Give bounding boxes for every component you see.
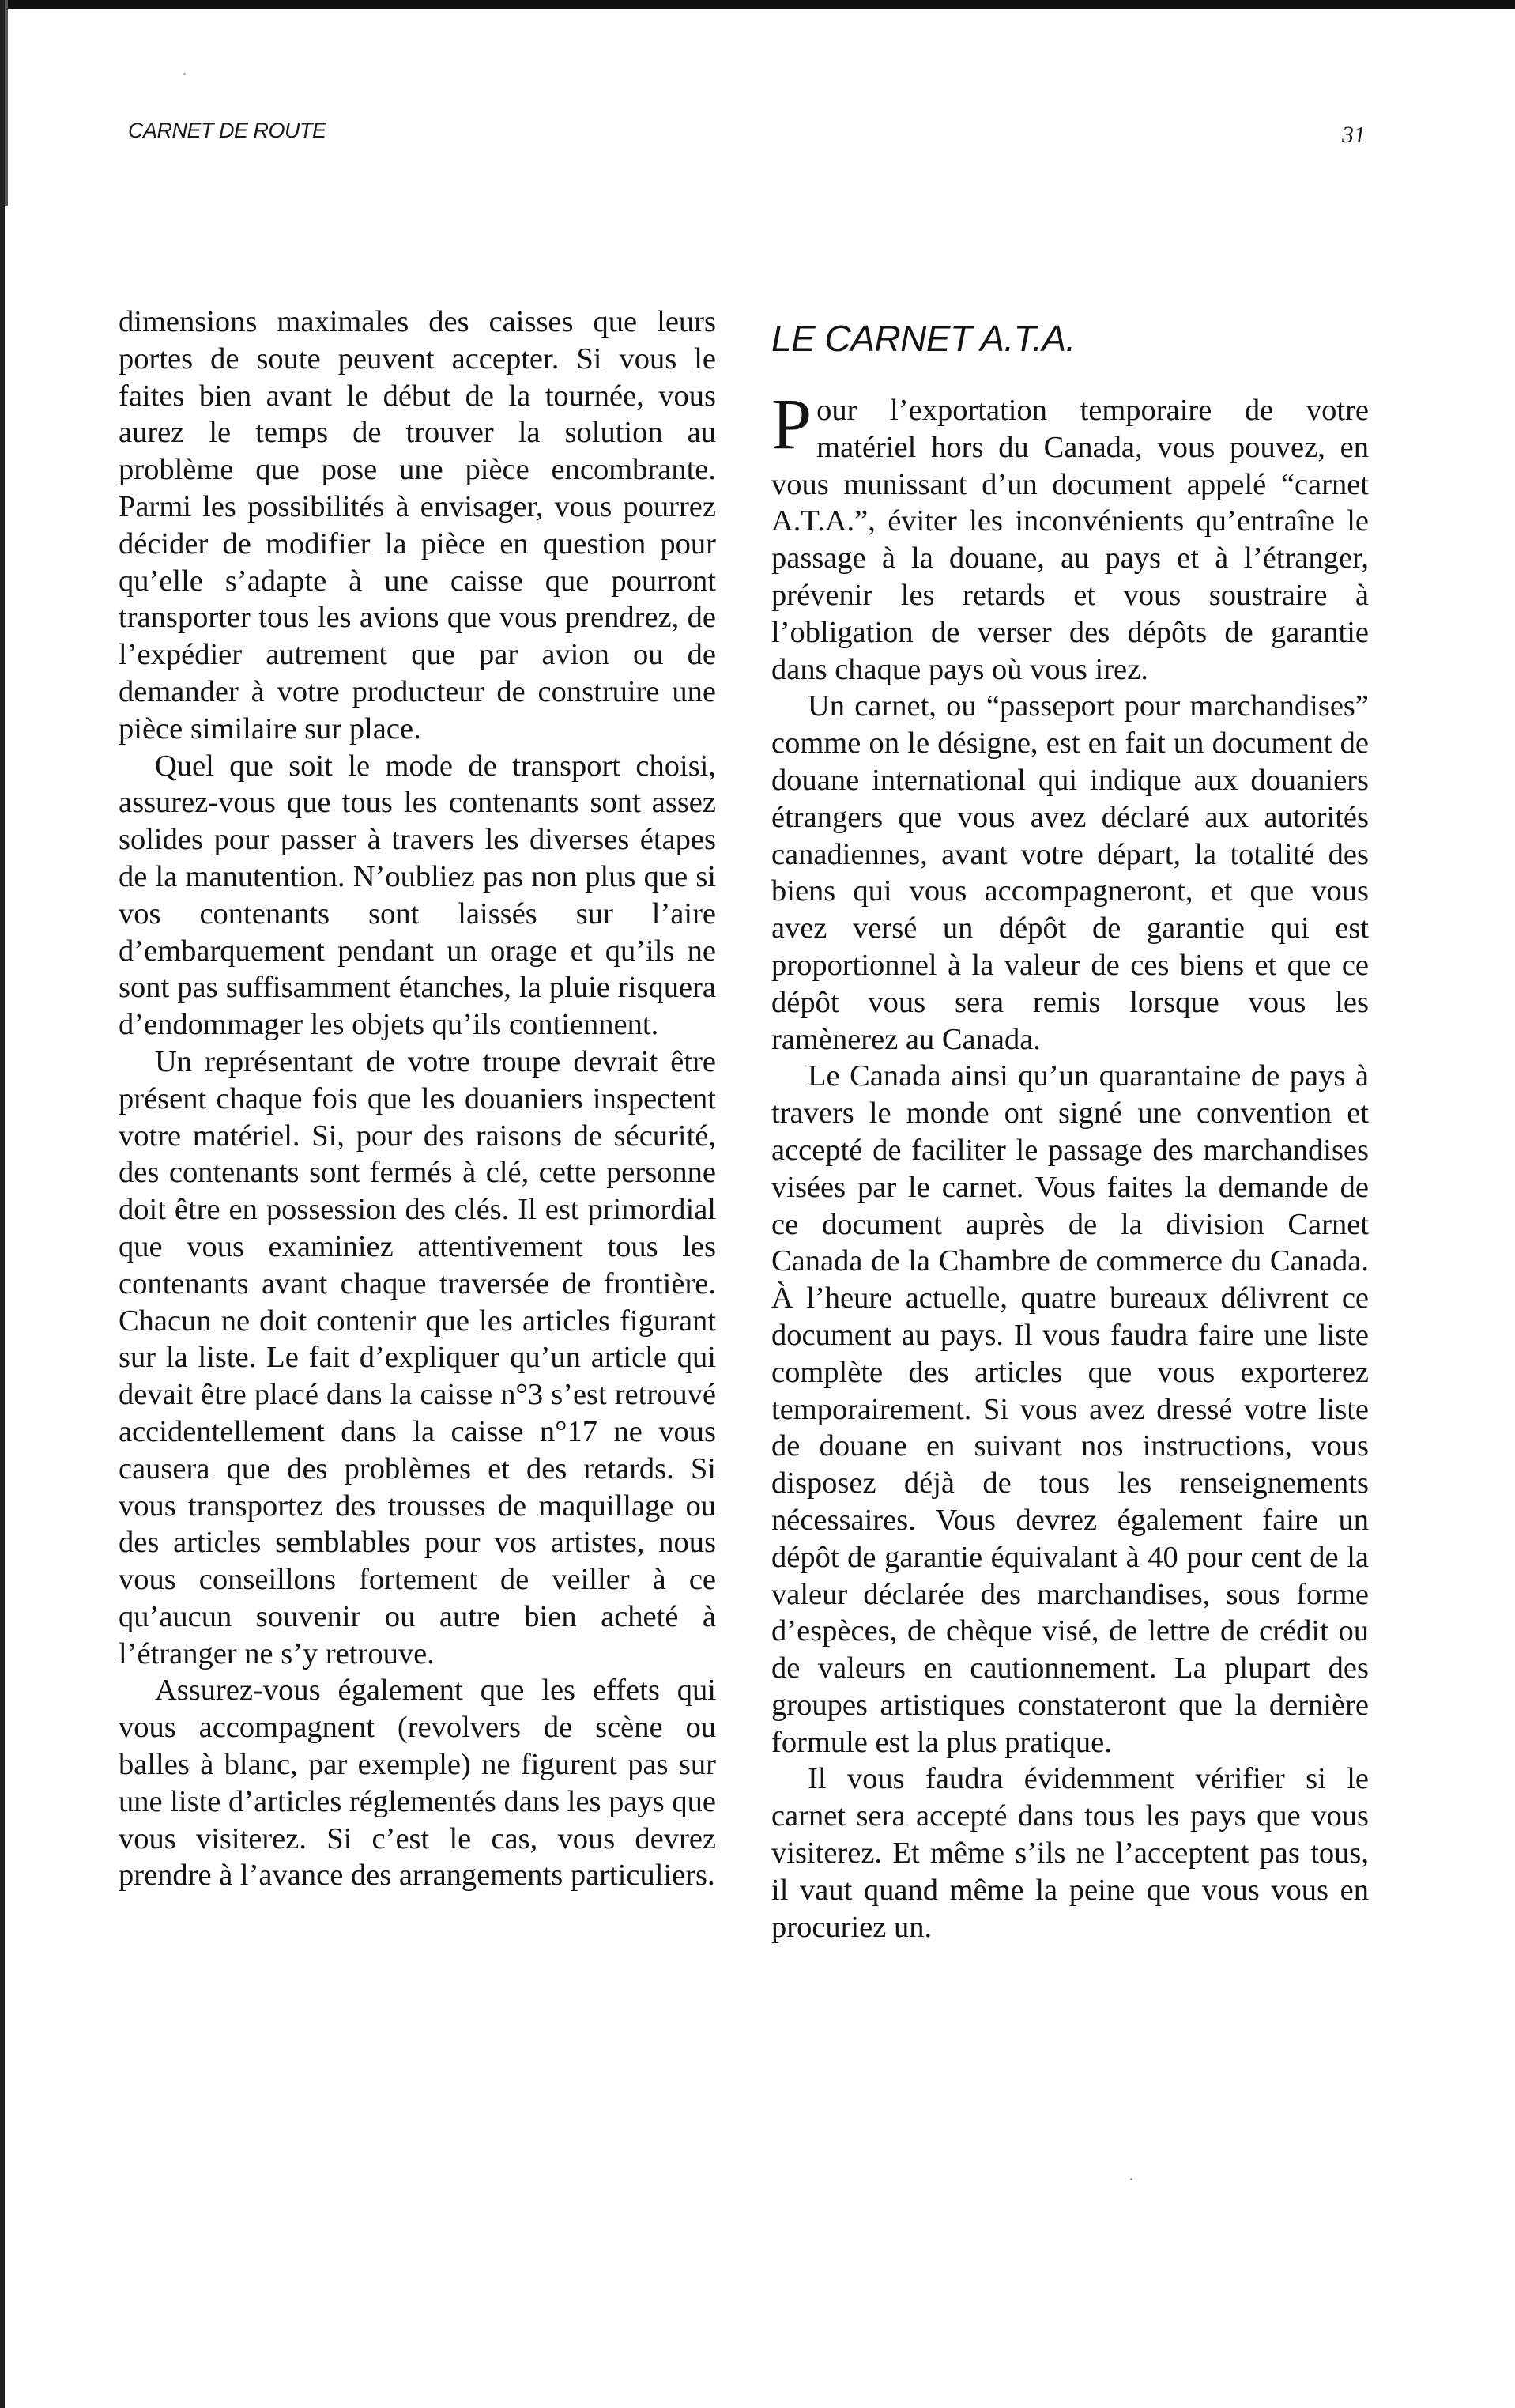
scan-speck (1130, 2178, 1132, 2180)
paragraph: Le Canada ainsi qu’un quarantaine de pays à travers le monde ont signé une convention et accepté de faciliter le passage des marchandises visées par le carnet. Vous faites la demande de ce document auprès de la division Carnet Canada de la Chambre de commerce du Canada. À l’heure actuelle, quatre bureaux délivrent ce document au pays. Il vous faudra faire une liste complète des articles que vous exporterez temporairement. Si vous avez dressé votre liste de douane en suivant nos instructions, vous disposez déjà de tous les renseignements nécessaires. Vous devrez également faire un dépôt de garantie équivalant à 40 pour cent de la valeur déclarée des marchandises, sous forme d’espèces, de chèque visé, de lettre de crédit ou de valeurs en cautionnement. La plupart des groupes artistiques constateront que la dernière formule est la plus pratique. (771, 1059, 1369, 1759)
paragraph: Un représentant de votre troupe devrait être présent chaque fois que les douaniers inspectent votre matériel. Si, pour des raisons de sécurité, des contenants sont fermés à clé, cette personne doit être en possession des clés. Il est primordial que vous examiniez attentivement tous les contenants avant chaque traversée de frontière. Chacun ne doit contenir que les articles figurant sur la liste. Le fait d’expliquer qu’un article qui devait être placé dans la caisse n°3 s’est retrouvé accidentellement dans la caisse n°17 ne vous causera que des problèmes et des retards. Si vous transportez des trousses de maquillage ou des articles semblables pour vos artistes, nous vous conseillons fortement de veiller à ce qu’aucun souvenir ou autre bien acheté à l’étranger ne s’y retrouve. (119, 1044, 716, 1670)
scan-top-edge (0, 0, 1515, 9)
page-number: 31 (1342, 122, 1366, 148)
paragraph-text: our l’exportation temporaire de votre matériel hors du Canada, vous pouvez, en vous munissant d’un document appelé “carnet A.T.A.”, éviter les inconvénients qu’entraîne le passage à la douane, au pays et à l’étranger, prévenir les retards et vous soustraire à l’obligation de verser des dépôts de garantie dans chaque pays où vous irez. (771, 394, 1369, 686)
scan-speck (183, 73, 186, 75)
paragraph: Quel que soit le mode de transport choisi, assurez-vous que tous les contenants sont assez solides pour passer à travers les diverses étapes de la manutention. N’oubliez pas non plus que si vos contenants sont laissés sur l’aire d’embarquement pendant un orage et qu’ils ne sont pas suffisamment étanches, la pluie risquera d’endommager les objets qu’ils contiennent. (119, 749, 716, 1042)
paragraph-with-dropcap (771, 383, 1369, 688)
scan-left-shadow (5, 0, 8, 206)
right-column (771, 316, 1369, 1946)
paragraph: Il vous faudra évidemment vérifier si le carnet sera accepté dans tous les pays que vous visiterez. Et même s’ils ne l’acceptent pas tous, il vaut quand même la peine que vous vous en procuriez un. (771, 1762, 1369, 1944)
paragraph: Un carnet, ou “passeport pour marchandises” comme on le désigne, est en fait un document de douane international qui indique aux douaniers étrangers que vous avez déclaré aux autorités canadiennes, avant votre départ, la totalité des biens qui vous accompagneront, et que vous avez versé un dépôt de garantie qui est proportionnel à la valeur de ces biens et que ce dépôt vous sera remis lorsque vous les ramènerez au Canada. (771, 689, 1369, 1056)
running-head: CARNET DE ROUTE (128, 119, 326, 142)
paragraph: dimensions maximales des caisses que leurs portes de soute peuvent accepter. Si vous le faites bien avant le début de la tournée, vous aurez le temps de trouver la solution au problème que pose une pièce encombrante. Parmi les possibilités à envisager, vous pourrez décider de modifier la pièce en question pour qu’elle s’adapte à une caisse que pourront transporter tous les avions que vous prendrez, de l’expédier autrement que par avion ou de demander à votre producteur de construire une pièce similaire sur place. (119, 305, 716, 745)
paragraph: Assurez-vous également que les effets qui vous accompagnent (revolvers de scène ou balles à blanc, par exemple) ne figurent pas sur une liste d’articles réglementés dans les pays que vous visiterez. Si c’est le cas, vous devrez prendre à l’avance des arrangements particuliers. (119, 1674, 716, 1893)
section-title: LE CARNET A.T.A. (771, 318, 1076, 359)
dropcap: P (771, 383, 812, 464)
left-column (119, 304, 716, 1894)
scan-left-edge (0, 0, 5, 2408)
